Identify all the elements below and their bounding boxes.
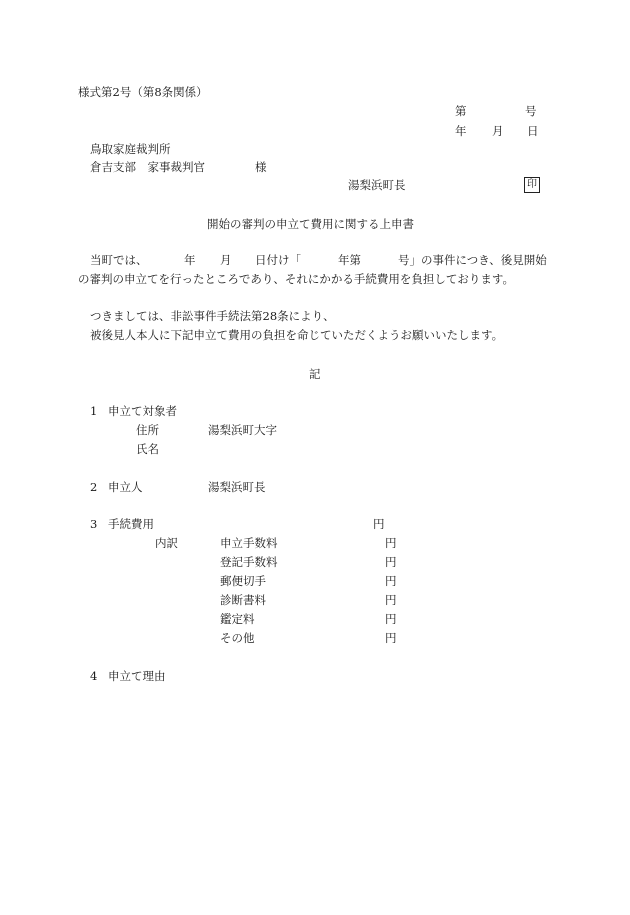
body-p1-line2: の審判の申立てを行ったところであり、それにかかる手続費用を負担しております。: [78, 272, 514, 286]
fee-row-label: 登記手数料: [220, 555, 278, 569]
item2-value: 湯梨浜町長: [208, 480, 266, 494]
addressee-court: 鳥取家庭裁判所: [90, 142, 171, 156]
fee-row-yen: 円: [385, 574, 397, 588]
fee-row-label: 診断書料: [220, 593, 266, 607]
body-p2-line1: つきましては、非訟事件手続法第28条により、: [90, 309, 335, 323]
item1-name-label: 氏名: [136, 442, 159, 456]
fee-row-label: その他: [220, 631, 255, 645]
addressee-branch: 倉吉支部 家事裁判官: [90, 160, 205, 174]
item3-total-yen: 円: [373, 517, 385, 531]
ref-go: 号: [525, 104, 537, 118]
item4-number: 4: [90, 669, 98, 683]
ki-heading: 記: [309, 367, 321, 381]
seal-mark: 印: [524, 177, 540, 193]
item3-label: 手続費用: [108, 517, 154, 531]
item3-breakdown-label: 内訳: [155, 536, 178, 550]
item2-number: 2: [90, 480, 98, 494]
date-month-label: 月: [492, 124, 504, 138]
item2-label: 申立人: [108, 480, 143, 494]
fee-row-label: 鑑定料: [220, 612, 255, 626]
item4-label: 申立て理由: [108, 669, 166, 683]
body-p1-day: 日付け「: [255, 253, 301, 267]
item1-address-label: 住所: [136, 423, 159, 437]
item1-address-value: 湯梨浜町大字: [208, 423, 277, 437]
document-title: 開始の審判の申立て費用に関する上申書: [207, 217, 414, 231]
fee-row-yen: 円: [385, 555, 397, 569]
fee-row-yen: 円: [385, 536, 397, 550]
addressee-honorific: 様: [255, 160, 267, 174]
item1-label: 申立て対象者: [108, 404, 177, 418]
body-p1-month: 月: [220, 253, 232, 267]
body-p1-case-no: 号」の事件につき、後見開始: [398, 253, 547, 267]
fee-row-yen: 円: [385, 612, 397, 626]
fee-row-label: 申立手数料: [220, 536, 278, 550]
form-number: 様式第2号（第8条関係）: [78, 85, 208, 99]
body-p1-year: 年: [184, 253, 196, 267]
fee-row-label: 郵便切手: [220, 574, 266, 588]
fee-row-yen: 円: [385, 631, 397, 645]
ref-dai: 第: [455, 104, 467, 118]
body-p1-start: 当町では、: [90, 253, 148, 267]
item1-number: 1: [90, 404, 98, 418]
date-day-label: 日: [527, 124, 539, 138]
body-p2-line2: 被後見人本人に下記申立て費用の負担を命じていただくようお願いいたします。: [90, 328, 504, 342]
date-year-label: 年: [455, 124, 467, 138]
item3-number: 3: [90, 517, 98, 531]
body-p1-case-year: 年第: [338, 253, 361, 267]
fee-row-yen: 円: [385, 593, 397, 607]
sender-name: 湯梨浜町長: [348, 178, 406, 192]
